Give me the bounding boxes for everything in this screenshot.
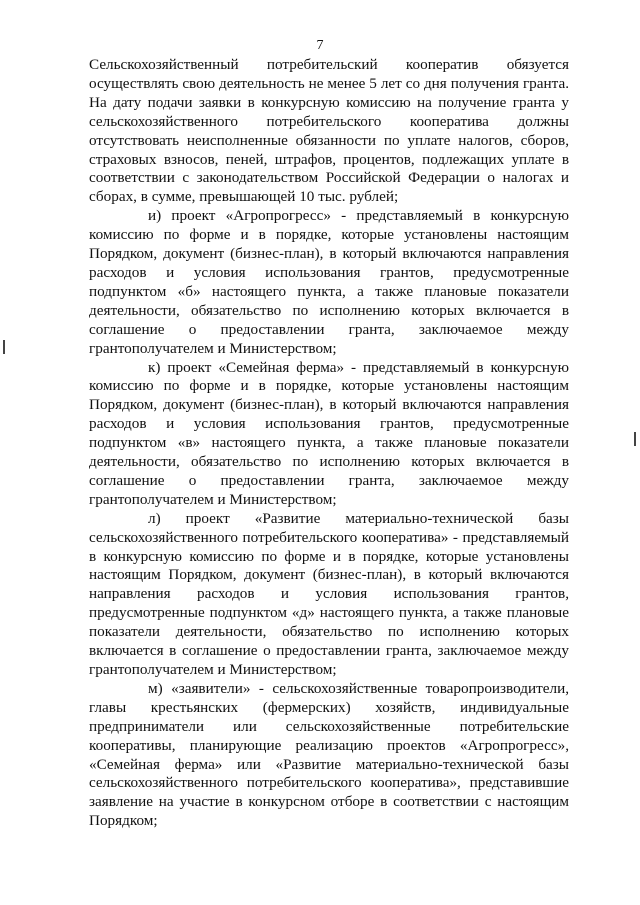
paragraph-family-farm: к) проект «Семейная ферма» - представляемый в конкурсную комиссию по форме и в порядке, которые установлены настоящим Порядком, документ (бизнес-план), в который включаются направления расходов и условия использования грантов, предусмотренные подпунктом «в» настоящего пункта, а также плановые показатели деятельности, обязательство по исполнению которых включается в соглашение о предоставлении гранта, заключаемое между грантополучателем и Министерством;	[89, 358, 569, 508]
paragraph-agroprogress: и) проект «Агропрогресс» - представляемый в конкурсную комиссию по форме и в порядке, которые установлены настоящим Порядком, документ (бизнес-план), в который включаются направления расходов и условия использования грантов, предусмотренные подпунктом «б» настоящего пункта, а также плановые показатели деятельности, обязательство по исполнению которых включается в соглашение о предоставлении гранта, заключаемое между грантополучателем и Министерством;	[89, 207, 569, 357]
paragraph-cooperative-obligations: Сельскохозяйственный потребительский кооператив обязуется осуществлять свою деятельность не менее 5 лет со дня получения гранта. На дату подачи заявки в конкурсную комиссию на получение гранта у сельскохозяйственного потребительского кооператива должны отсутствовать неисполненные обязанности по уплате налогов, сборов, страховых взносов, пеней, штрафов, процентов, подлежащих уплате в соответствии с законодательством Российской Федерации о налогах и сборах, в сумме, превышающей 10 тыс. рублей;	[89, 56, 569, 206]
page-number: 7	[316, 38, 324, 53]
left-margin-mark	[3, 340, 5, 354]
document-body	[89, 56, 569, 831]
paragraph-material-base: л) проект «Развитие материально-технической базы сельскохозяйственного потребительского кооператива» - представляемый в конкурсную комиссию по форме и в порядке, которые установлены настоящим Порядком, документ (бизнес-план), в который включаются направления расходов и условия использования грантов, предусмотренные подпунктом «д» настоящего пункта, а также плановые показатели деятельности, обязательство по исполнению которых включается в соглашение о предоставлении гранта, заключаемое между грантополучателем и Министерством;	[89, 509, 569, 678]
right-margin-mark	[634, 432, 636, 446]
paragraph-applicants: м) «заявители» - сельскохозяйственные товаропроизводители, главы крестьянских (фермерских) хозяйств, индивидуальные предприниматели или сельскохозяйственные потребительские кооперативы, планирующие реализацию проектов «Агропрогресс», «Семейная ферма» или «Развитие материально-технической базы сельскохозяйственного потребительского кооператива», представившие заявление на участие в конкурсном отборе в соответствии с настоящим Порядком;	[89, 679, 569, 830]
